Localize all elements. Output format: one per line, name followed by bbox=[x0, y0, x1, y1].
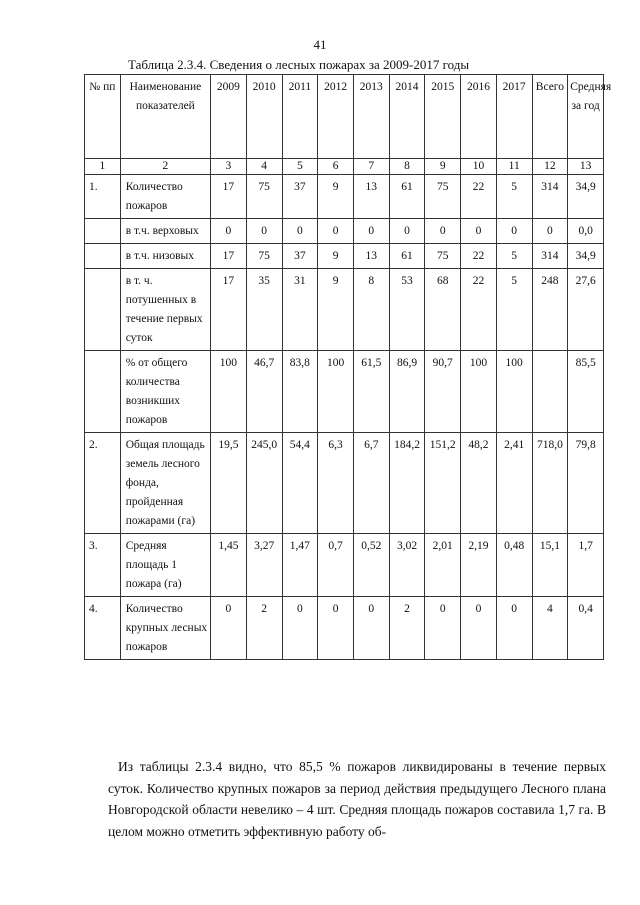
column-number-cell: 1 bbox=[85, 159, 121, 175]
value-cell: 5 bbox=[496, 244, 532, 269]
value-cell: 314 bbox=[532, 244, 568, 269]
value-cell: 0,48 bbox=[496, 534, 532, 597]
column-number-cell: 3 bbox=[211, 159, 247, 175]
indicator-name-cell: Общая площадь земель лесного фонда, пройденная пожарами (га) bbox=[120, 433, 210, 534]
value-cell: 13 bbox=[353, 244, 389, 269]
body-text bbox=[108, 756, 606, 842]
value-cell: 90,7 bbox=[425, 351, 461, 433]
indicator-name-cell: в т.ч. верховых bbox=[120, 219, 210, 244]
table-header bbox=[85, 75, 612, 175]
row-index-cell bbox=[85, 244, 121, 269]
column-header: 2016 bbox=[461, 75, 497, 159]
value-cell: 0 bbox=[318, 597, 354, 660]
value-cell: 68 bbox=[425, 269, 461, 351]
value-cell: 0,52 bbox=[353, 534, 389, 597]
value-cell: 61 bbox=[389, 244, 425, 269]
value-cell: 100 bbox=[496, 351, 532, 433]
indicator-name-cell: в т. ч. потушенных в течение первых суток bbox=[120, 269, 210, 351]
value-cell: 15,1 bbox=[532, 534, 568, 597]
value-cell: 9 bbox=[318, 175, 354, 219]
column-header: Средняя за год bbox=[568, 75, 604, 159]
value-cell: 100 bbox=[211, 351, 247, 433]
column-number-cell: 10 bbox=[461, 159, 497, 175]
value-cell: 0 bbox=[353, 597, 389, 660]
value-cell: 2,01 bbox=[425, 534, 461, 597]
column-number-cell: 5 bbox=[282, 159, 318, 175]
value-cell: 22 bbox=[461, 244, 497, 269]
value-cell: 22 bbox=[461, 269, 497, 351]
row-index-cell bbox=[85, 219, 121, 244]
value-cell: 314 bbox=[532, 175, 568, 219]
column-number-cell: 4 bbox=[246, 159, 282, 175]
value-cell: 0 bbox=[461, 597, 497, 660]
value-cell: 61 bbox=[389, 175, 425, 219]
value-cell: 83,8 bbox=[282, 351, 318, 433]
column-number-row bbox=[85, 159, 604, 175]
value-cell: 0 bbox=[461, 219, 497, 244]
value-cell: 0 bbox=[282, 219, 318, 244]
table-row bbox=[85, 534, 604, 597]
column-header: 2017 bbox=[496, 75, 532, 159]
table-row bbox=[85, 269, 604, 351]
value-cell: 0 bbox=[496, 219, 532, 244]
forest-fires-table bbox=[84, 74, 612, 660]
value-cell: 53 bbox=[389, 269, 425, 351]
value-cell: 61,5 bbox=[353, 351, 389, 433]
row-index-cell: 4. bbox=[85, 597, 121, 660]
column-header: 2011 bbox=[282, 75, 318, 159]
column-header: 2009 bbox=[211, 75, 247, 159]
page-number: 41 bbox=[313, 37, 327, 52]
row-index-cell: 3. bbox=[85, 534, 121, 597]
table-row bbox=[85, 175, 604, 219]
column-header: Всего bbox=[532, 75, 568, 159]
table-row bbox=[85, 433, 604, 534]
value-cell: 17 bbox=[211, 175, 247, 219]
table-row bbox=[85, 219, 604, 244]
value-cell: 27,6 bbox=[568, 269, 604, 351]
row-index-cell: 1. bbox=[85, 175, 121, 219]
value-cell: 75 bbox=[425, 244, 461, 269]
value-cell: 1,47 bbox=[282, 534, 318, 597]
value-cell: 13 bbox=[353, 175, 389, 219]
column-number-cell: 2 bbox=[120, 159, 210, 175]
value-cell: 9 bbox=[318, 269, 354, 351]
value-cell: 248 bbox=[532, 269, 568, 351]
value-cell: 22 bbox=[461, 175, 497, 219]
value-cell: 0 bbox=[532, 219, 568, 244]
row-index-cell bbox=[85, 269, 121, 351]
column-header: 2014 bbox=[389, 75, 425, 159]
value-cell: 35 bbox=[246, 269, 282, 351]
value-cell: 5 bbox=[496, 175, 532, 219]
value-cell: 79,8 bbox=[568, 433, 604, 534]
value-cell: 0 bbox=[425, 597, 461, 660]
column-header: Наименование показателей bbox=[120, 75, 210, 159]
value-cell: 0 bbox=[318, 219, 354, 244]
value-cell: 5 bbox=[496, 269, 532, 351]
column-number-cell: 9 bbox=[425, 159, 461, 175]
value-cell: 6,3 bbox=[318, 433, 354, 534]
value-cell: 0,0 bbox=[568, 219, 604, 244]
value-cell: 0 bbox=[211, 597, 247, 660]
indicator-name-cell: Количество пожаров bbox=[120, 175, 210, 219]
value-cell: 151,2 bbox=[425, 433, 461, 534]
value-cell: 0,4 bbox=[568, 597, 604, 660]
value-cell: 46,7 bbox=[246, 351, 282, 433]
column-header: 2013 bbox=[353, 75, 389, 159]
value-cell: 37 bbox=[282, 244, 318, 269]
value-cell: 2,19 bbox=[461, 534, 497, 597]
value-cell: 9 bbox=[318, 244, 354, 269]
value-cell: 0 bbox=[425, 219, 461, 244]
value-cell: 3,02 bbox=[389, 534, 425, 597]
value-cell: 3,27 bbox=[246, 534, 282, 597]
value-cell: 34,9 bbox=[568, 175, 604, 219]
column-number-cell: 6 bbox=[318, 159, 354, 175]
indicator-name-cell: Средняя площадь 1 пожара (га) bbox=[120, 534, 210, 597]
value-cell: 0,7 bbox=[318, 534, 354, 597]
value-cell: 245,0 bbox=[246, 433, 282, 534]
header-row bbox=[85, 75, 604, 159]
value-cell: 4 bbox=[532, 597, 568, 660]
value-cell: 17 bbox=[211, 269, 247, 351]
value-cell: 6,7 bbox=[353, 433, 389, 534]
table-row bbox=[85, 244, 604, 269]
value-cell: 1,45 bbox=[211, 534, 247, 597]
value-cell: 2 bbox=[246, 597, 282, 660]
row-index-cell bbox=[85, 351, 121, 433]
value-cell: 718,0 bbox=[532, 433, 568, 534]
indicator-name-cell: % от общего количества возникших пожаров bbox=[120, 351, 210, 433]
column-number-cell: 8 bbox=[389, 159, 425, 175]
value-cell: 0 bbox=[211, 219, 247, 244]
value-cell: 75 bbox=[425, 175, 461, 219]
body-paragraph: Из таблицы 2.3.4 видно, что 85,5 % пожаров ликвидированы в течение первых суток. Количество крупных пожаров за период действия предыдущего Лесного плана Новгородской области невелико – 4 шт. Средняя площадь пожаров составила 1,7 га. В целом можно отметить эффективную работу об- bbox=[108, 759, 606, 839]
column-header: № пп bbox=[85, 75, 121, 159]
value-cell: 34,9 bbox=[568, 244, 604, 269]
indicator-name-cell: в т.ч. низовых bbox=[120, 244, 210, 269]
value-cell: 100 bbox=[461, 351, 497, 433]
value-cell: 0 bbox=[496, 597, 532, 660]
value-cell: 0 bbox=[389, 219, 425, 244]
value-cell: 48,2 bbox=[461, 433, 497, 534]
value-cell: 85,5 bbox=[568, 351, 604, 433]
value-cell: 17 bbox=[211, 244, 247, 269]
indicator-name-cell: Количество крупных лесных пожаров bbox=[120, 597, 210, 660]
column-number-cell: 13 bbox=[568, 159, 604, 175]
column-header: 2010 bbox=[246, 75, 282, 159]
row-index-cell: 2. bbox=[85, 433, 121, 534]
value-cell: 75 bbox=[246, 244, 282, 269]
table-body bbox=[85, 175, 604, 660]
table-caption: Таблица 2.3.4. Сведения о лесных пожарах за 2009-2017 годы bbox=[128, 57, 470, 72]
value-cell: 86,9 bbox=[389, 351, 425, 433]
value-cell: 19,5 bbox=[211, 433, 247, 534]
column-number-cell: 12 bbox=[532, 159, 568, 175]
table-row bbox=[85, 351, 604, 433]
value-cell: 37 bbox=[282, 175, 318, 219]
value-cell: 0 bbox=[246, 219, 282, 244]
column-number-cell: 7 bbox=[353, 159, 389, 175]
value-cell: 75 bbox=[246, 175, 282, 219]
value-cell: 54,4 bbox=[282, 433, 318, 534]
value-cell: 0 bbox=[282, 597, 318, 660]
value-cell: 184,2 bbox=[389, 433, 425, 534]
value-cell: 8 bbox=[353, 269, 389, 351]
column-number-cell: 11 bbox=[496, 159, 532, 175]
value-cell: 31 bbox=[282, 269, 318, 351]
value-cell: 0 bbox=[353, 219, 389, 244]
value-cell bbox=[532, 351, 568, 433]
column-header: 2015 bbox=[425, 75, 461, 159]
value-cell: 100 bbox=[318, 351, 354, 433]
column-header: 2012 bbox=[318, 75, 354, 159]
value-cell: 2,41 bbox=[496, 433, 532, 534]
value-cell: 1,7 bbox=[568, 534, 604, 597]
value-cell: 2 bbox=[389, 597, 425, 660]
table-row bbox=[85, 597, 604, 660]
